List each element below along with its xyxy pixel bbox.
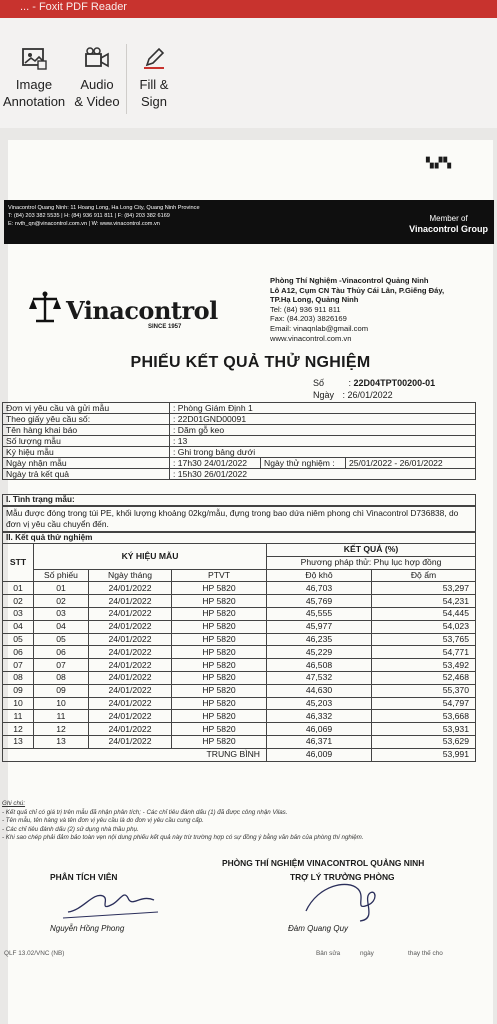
cell-sheet-no: 08: [34, 671, 89, 684]
cell-stt: 01: [3, 582, 34, 595]
cell-stt: 13: [3, 735, 34, 748]
cell-vehicle: HP 5820: [172, 582, 267, 595]
note-3: - Các chỉ tiêu đánh dấu (2) sử dụng nhà thầu phụ.: [2, 825, 139, 833]
cell-date: 24/01/2022: [89, 633, 172, 646]
lab-address-1: Lô A12, Cụm CN Tàu Thủy Cái Lân, P.Giếng Đáy,: [270, 285, 445, 295]
scales-logo-icon: [28, 290, 62, 324]
report-number-value: 22D04TPT00200-01: [353, 378, 436, 388]
image-annotation-label: Image Annotation: [3, 77, 66, 109]
cell-sheet-no: 03: [34, 607, 89, 620]
average-label: TRUNG BÌNH: [3, 748, 267, 761]
table-row: [3, 646, 476, 659]
window-titlebar: [0, 0, 497, 18]
logo-since: SINCE 1957: [148, 324, 182, 330]
info-value: : Ghi trong bảng dưới: [170, 447, 476, 458]
col-results: KẾT QUẢ (%): [267, 544, 476, 557]
cell-date: 24/01/2022: [89, 582, 172, 595]
cell-vehicle: HP 5820: [172, 710, 267, 723]
revision-date-label: ngày: [360, 950, 374, 957]
cell-date: 24/01/2022: [89, 684, 172, 697]
member-of-label: Member of: [429, 214, 468, 223]
lab-address-2: TP.Hạ Long, Quảng Ninh: [270, 295, 359, 305]
table-row: [3, 607, 476, 620]
notes-title: Ghi chú:: [2, 800, 26, 807]
table-row: [3, 684, 476, 697]
fill-sign-button[interactable]: [134, 46, 174, 110]
letterhead-address-1: Vinacontrol Quang Ninh: 11 Hoang Long, Ha Long City, Quang Ninh Province: [8, 205, 200, 211]
report-date-value: 26/01/2022: [347, 390, 393, 400]
assistant-title: TRỢ LÝ TRƯỞNG PHÒNG: [290, 872, 395, 882]
cell-moisture: 55,370: [372, 684, 476, 697]
cell-moisture: 54,231: [372, 595, 476, 608]
cell-vehicle: HP 5820: [172, 620, 267, 633]
cell-dryness: 46,508: [267, 659, 372, 672]
cell-date: 24/01/2022: [89, 646, 172, 659]
cell-moisture: 53,492: [372, 659, 476, 672]
table-row: [3, 403, 476, 414]
cell-date: 24/01/2022: [89, 697, 172, 710]
table-row: [3, 710, 476, 723]
table-row: [3, 582, 476, 595]
analyst-signature: [58, 882, 168, 922]
cell-stt: 03: [3, 607, 34, 620]
form-code: QLF 13.02/VNC (NB): [4, 950, 65, 957]
cell-moisture: 54,771: [372, 646, 476, 659]
cell-sheet-no: 12: [34, 723, 89, 736]
lab-tel: Tel: (84) 936 911 811: [270, 304, 341, 314]
info-label: Theo giấy yêu cầu số:: [3, 414, 170, 425]
cell-moisture: 54,797: [372, 697, 476, 710]
col-sample-code: KÝ HIỆU MẪU: [34, 544, 267, 570]
cell-dryness: 46,703: [267, 582, 372, 595]
table-row: [3, 436, 476, 447]
cell-dryness: 46,371: [267, 735, 372, 748]
audio-video-icon: [84, 46, 110, 70]
cell-stt: 04: [3, 620, 34, 633]
letterhead-address-3: E: nvth_qn@vinacontrol.com.vn | W: www.vinacontrol.com.vn: [8, 221, 160, 227]
cell-sheet-no: 06: [34, 646, 89, 659]
cell-dryness: 45,555: [267, 607, 372, 620]
document-title: PHIẾU KẾT QUẢ THỬ NGHIỆM: [130, 354, 371, 371]
cell-date: 24/01/2022: [89, 710, 172, 723]
cell-date: 24/01/2022: [89, 595, 172, 608]
col-stt: STT: [3, 544, 34, 582]
col-dryness: Độ khô: [267, 569, 372, 582]
cell-moisture: 53,297: [372, 582, 476, 595]
fill-sign-pen-icon: [141, 46, 167, 70]
letterhead-bar: [4, 200, 494, 244]
table-row: [3, 458, 476, 469]
col-vehicle: PTVT: [172, 569, 267, 582]
col-method: Phương pháp thử: Phụ lục hợp đồng: [267, 556, 476, 569]
audio-video-label: Audio & Video: [74, 77, 120, 109]
cell-stt: 05: [3, 633, 34, 646]
info-value: 25/01/2022 - 26/01/2022: [346, 458, 476, 469]
group-label: Vinacontrol Group: [409, 224, 488, 234]
cell-dryness: 46,332: [267, 710, 372, 723]
window-title: ... - Foxit PDF Reader: [20, 1, 127, 13]
note-4: - Khi sao chép phải đảm bảo toàn vẹn nội dung phiếu kết quả này trừ trường hợp có sự đồng ý bằng văn bản của phòng thí nghiệm.: [2, 834, 364, 842]
average-dryness: 46,009: [267, 748, 372, 761]
logo-wordmark: Vinacontrol: [66, 296, 218, 325]
letterhead-address-2: T: (84) 203 382 5535 | H: (84) 936 911 811 | F: (84) 203 382 6169: [8, 213, 170, 219]
cell-vehicle: HP 5820: [172, 646, 267, 659]
cell-sheet-no: 05: [34, 633, 89, 646]
cell-moisture: 53,668: [372, 710, 476, 723]
revision-label: Bản sửa: [316, 950, 341, 957]
cell-sheet-no: 02: [34, 595, 89, 608]
table-header-row: [3, 569, 476, 582]
cell-sheet-no: 10: [34, 697, 89, 710]
image-annotation-button[interactable]: [3, 46, 65, 110]
lab-contact: [270, 276, 444, 343]
cell-moisture: 53,629: [372, 735, 476, 748]
results-table: [2, 543, 476, 762]
lab-name: Phòng Thí Nghiệm -Vinacontrol Quảng Ninh: [270, 276, 429, 285]
cell-date: 24/01/2022: [89, 607, 172, 620]
table-row: [3, 633, 476, 646]
cell-dryness: 45,203: [267, 697, 372, 710]
request-info-table: [2, 402, 476, 480]
info-label: Ký hiệu mẫu: [3, 447, 170, 458]
info-label: Tên hàng khai báo: [3, 425, 170, 436]
cell-moisture: 54,023: [372, 620, 476, 633]
cell-dryness: 46,069: [267, 723, 372, 736]
table-row: [3, 697, 476, 710]
table-row: [3, 447, 476, 458]
cell-sheet-no: 09: [34, 684, 89, 697]
lab-web: www.vinacontrol.com.vn: [270, 333, 352, 343]
cell-dryness: 46,235: [267, 633, 372, 646]
info-label: Ngày nhận mẫu: [3, 458, 170, 469]
info-value: : Phòng Giám Định 1: [170, 403, 476, 414]
cell-date: 24/01/2022: [89, 659, 172, 672]
report-number: Số : 22D04TPT00200-01: [313, 378, 436, 388]
table-row: [3, 425, 476, 436]
cell-stt: 12: [3, 723, 34, 736]
pdf-page: [2, 140, 493, 1024]
info-value: : Dăm gỗ keo: [170, 425, 476, 436]
cell-vehicle: HP 5820: [172, 607, 267, 620]
average-row: [3, 748, 476, 761]
cell-vehicle: HP 5820: [172, 684, 267, 697]
cell-stt: 07: [3, 659, 34, 672]
col-moisture: Độ ẩm: [372, 569, 476, 582]
cell-stt: 06: [3, 646, 34, 659]
image-annotation-icon: [21, 46, 47, 70]
cell-dryness: 44,630: [267, 684, 372, 697]
toolbar-divider: [126, 44, 127, 114]
note-2: - Tên mẫu, tên hàng và tên đơn vị yêu cầu là do đơn vị yêu cầu cung cấp.: [2, 817, 204, 825]
cell-date: 24/01/2022: [89, 620, 172, 633]
info-label: Ngày thử nghiệm :: [261, 458, 346, 469]
cell-sheet-no: 13: [34, 735, 89, 748]
table-row: [3, 671, 476, 684]
table-row: [3, 595, 476, 608]
fill-sign-label: Fill & Sign: [139, 77, 169, 109]
cell-sheet-no: 01: [34, 582, 89, 595]
col-sheet-no: Số phiếu: [34, 569, 89, 582]
cell-vehicle: HP 5820: [172, 697, 267, 710]
cell-sheet-no: 11: [34, 710, 89, 723]
note-1: - Kết quả chỉ có giá trị trên mẫu đã nhận phân tích; - Các chỉ tiêu đánh dấu (1) đã được công nhận Vilas.: [2, 808, 288, 816]
cell-vehicle: HP 5820: [172, 723, 267, 736]
info-label: Đơn vị yêu cầu và gửi mẫu: [3, 403, 170, 414]
cell-date: 24/01/2022: [89, 671, 172, 684]
cell-moisture: 53,931: [372, 723, 476, 736]
info-value: : 15h30 26/01/2022: [170, 469, 476, 480]
toolbar-ribbon: [0, 18, 497, 129]
lab-fax: Fax: (84.203) 3826169: [270, 314, 347, 324]
cell-date: 24/01/2022: [89, 735, 172, 748]
replaces-label: thay thế cho: [408, 950, 443, 957]
info-label: Ngày trả kết quả: [3, 469, 170, 480]
table-row: [3, 469, 476, 480]
cell-stt: 09: [3, 684, 34, 697]
cell-stt: 08: [3, 671, 34, 684]
cell-vehicle: HP 5820: [172, 595, 267, 608]
section-test-results: II. Kết quả thử nghiệm: [2, 532, 476, 544]
info-value: : 22D01GND00091: [170, 414, 476, 425]
table-row: [3, 414, 476, 425]
section-sample-condition: I. Tình trạng mẫu:: [2, 494, 476, 506]
cell-dryness: 45,977: [267, 620, 372, 633]
notes: [2, 800, 476, 843]
assistant-signature: [298, 875, 398, 925]
table-header-row: [3, 544, 476, 557]
table-row: [3, 735, 476, 748]
info-value: : 17h30 24/01/2022: [170, 458, 261, 469]
analyst-name: Nguyễn Hồng Phong: [50, 924, 125, 933]
table-row: [3, 620, 476, 633]
cell-vehicle: HP 5820: [172, 735, 267, 748]
cell-vehicle: HP 5820: [172, 633, 267, 646]
table-row: [3, 723, 476, 736]
audio-video-button[interactable]: [72, 46, 122, 110]
report-date: Ngày : 26/01/2022: [313, 390, 393, 400]
analyst-title: PHÂN TÍCH VIÊN: [50, 872, 118, 882]
table-row: [3, 659, 476, 672]
lab-signature-heading: PHÒNG THÍ NGHIỆM VINACONTROL QUẢNG NINH: [222, 858, 425, 868]
cell-moisture: 52,468: [372, 671, 476, 684]
col-date: Ngày tháng: [89, 569, 172, 582]
report-number-label: Số: [313, 378, 325, 388]
lab-email: Email: vinaqnlab@gmail.com: [270, 323, 369, 333]
cell-stt: 10: [3, 697, 34, 710]
cell-dryness: 47,532: [267, 671, 372, 684]
report-date-label: Ngày: [313, 390, 335, 400]
sample-condition-text: Mẫu được đóng trong túi PE, khối lượng khoảng 02kg/mẫu, đựng trong bao dứa niêm phong chì Vinacontrol D736838, do đơn vị yêu cầu chuyển đến.: [2, 506, 476, 532]
cell-sheet-no: 07: [34, 659, 89, 672]
cell-stt: 02: [3, 595, 34, 608]
cell-sheet-no: 04: [34, 620, 89, 633]
cell-moisture: 54,445: [372, 607, 476, 620]
cell-date: 24/01/2022: [89, 723, 172, 736]
cell-vehicle: HP 5820: [172, 659, 267, 672]
cell-vehicle: HP 5820: [172, 671, 267, 684]
average-moisture: 53,991: [372, 748, 476, 761]
info-label: Số lượng mẫu: [3, 436, 170, 447]
assistant-name: Đàm Quang Quy: [288, 924, 349, 933]
info-value: : 13: [170, 436, 476, 447]
qr-code-icon: ▚▞▚: [426, 158, 453, 169]
cell-moisture: 53,765: [372, 633, 476, 646]
cell-stt: 11: [3, 710, 34, 723]
cell-dryness: 45,229: [267, 646, 372, 659]
cell-dryness: 45,769: [267, 595, 372, 608]
